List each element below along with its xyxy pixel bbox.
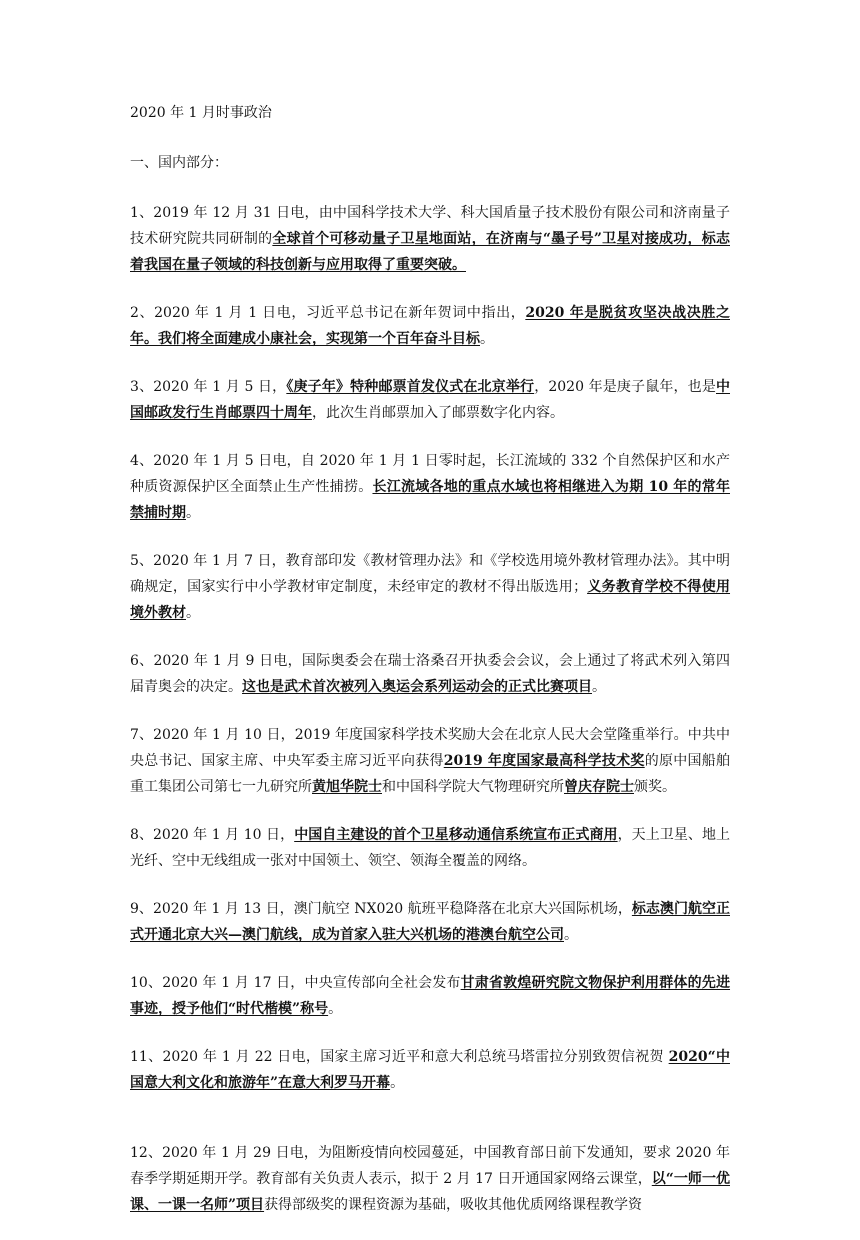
news-item (130, 448, 730, 526)
news-text: 11、2020 年 1 月 22 日电，国家主席习近平和意大利总统马塔雷拉分别致贺信祝贺 (130, 1049, 669, 1065)
news-text: ，2020 年是庚子鼠年，也是 (534, 379, 716, 395)
news-item (130, 200, 730, 278)
highlighted-text: 这也是武术首次被列入奥运会系列运动会的正式比赛项目 (242, 679, 592, 695)
news-text: 1、2019 年 12 月 31 日电，由中国科学技术大学、科大国盾量子技术股份有限公司和济南量子技术研究院共同研制的 (130, 205, 730, 247)
news-item (130, 374, 730, 426)
news-text: 和中国科学院大气物理研究所 (382, 779, 564, 795)
news-text: ，此次生肖邮票加入了邮票数字化内容。 (312, 405, 564, 421)
news-text: 。 (328, 1001, 343, 1017)
news-text: 。 (592, 679, 606, 695)
news-text: 。 (480, 331, 494, 347)
highlighted-text: 2020“中国意大利文化和旅游年”在意大利罗马开幕 (130, 1049, 730, 1091)
highlighted-text: 中国邮政发行生肖邮票四十周年 (130, 379, 730, 421)
news-item (130, 648, 730, 700)
document-title: 2020 年 1 月时事政治 (130, 105, 272, 121)
news-text: 4、2020 年 1 月 5 日电，自 2020 年 1 月 1 日零时起，长江流域的 332 个自然保护区和水产种质资源保护区全面禁止生产性捕捞。 (130, 453, 730, 495)
news-text: 。 (186, 505, 200, 521)
news-text: 5、2020 年 1 月 7 日，教育部印发《教材管理办法》和《学校选用境外教材管理办法》。其中明确规定，国家实行中小学教材审定制度，未经审定的教材不得出版选用； (130, 553, 730, 595)
highlighted-text: 中国自主建设的首个卫星移动通信系统宣布正式商用 (294, 827, 618, 843)
news-text: 7、2020 年 1 月 10 日，2019 年度国家科学技术奖励大会在北京人民大会堂隆重举行。中共中央总书记、国家主席、中央军委主席习近平向获得 (130, 727, 730, 769)
section-heading: 一、国内部分： (130, 155, 228, 171)
news-item (130, 548, 730, 626)
news-text: ，天上卫星、地上光纤、空中无线组成一张对中国领土、领空、领海全覆盖的网络。 (130, 827, 731, 869)
news-item (130, 722, 730, 800)
news-text: 。 (564, 927, 578, 943)
news-text: 的原中国船舶重工集团公司第七一九研究所 (130, 753, 731, 795)
news-text: 。 (186, 605, 200, 621)
highlighted-text: 以“一师一优课、一课一名师”项目 (130, 1171, 730, 1213)
news-item (130, 1044, 730, 1096)
news-text: 3、2020 年 1 月 5 日， (130, 379, 287, 395)
highlighted-text: 《庚子年》特种邮票首发仪式在北京举行 (286, 379, 535, 395)
highlighted-text: 黄旭华院士 (312, 779, 382, 795)
news-item (130, 300, 730, 352)
highlighted-text: 曾庆存院士 (564, 779, 634, 795)
highlighted-text: 全球首个可移动量子卫星地面站，在济南与“墨子号”卫星对接成功，标志着我国在量子领域的科技创新与应用取得了重要突破。 (130, 231, 730, 273)
highlighted-text: 2019 年度国家最高科学技术奖 (443, 753, 645, 769)
highlighted-text: 甘肃省敦煌研究院文物保护利用群体的先进事迹，授予他们“时代楷模”称号 (130, 975, 731, 1017)
news-list (130, 200, 730, 1218)
news-item (130, 970, 730, 1022)
highlighted-text: 标志澳门航空正式开通北京大兴—澳门航线，成为首家入驻大兴机场的港澳台航空公司 (130, 901, 730, 943)
news-item (130, 896, 730, 948)
news-item (130, 822, 730, 874)
news-text: 8、2020 年 1 月 10 日， (130, 827, 295, 843)
news-text: 颁奖。 (634, 779, 676, 795)
news-text: 6、2020 年 1 月 9 日电，国际奥委会在瑞士洛桑召开执委会会议，会上通过了将武术列入第四届青奥会的决定。 (130, 653, 730, 695)
news-text: 12、2020 年 1 月 29 日电，为阻断疫情向校园蔓延，中国教育部日前下发通知，要求 2020 年春季学期延期开学。教育部有关负责人表示，拟于 2 月 17 日开通国家网络云课堂， (130, 1145, 730, 1187)
news-text: 获得部级奖的课程资源为基础，吸收其他优质网络课程教学资 (264, 1197, 643, 1213)
highlighted-text: 义务教育学校不得使用境外教材 (130, 579, 731, 621)
highlighted-text: 长江流域各地的重点水域也将相继进入为期 10 年的常年禁捕时期 (130, 479, 730, 521)
document-page (130, 100, 730, 1240)
news-item (130, 1140, 730, 1218)
news-text: 10、2020 年 1 月 17 日，中央宣传部向全社会发布 (130, 975, 461, 991)
news-text: 。 (390, 1075, 405, 1091)
news-text: 9、2020 年 1 月 13 日，澳门航空 NX020 航班平稳降落在北京大兴国际机场， (130, 901, 632, 917)
news-text: 2、2020 年 1 月 1 日电，习近平总书记在新年贺词中指出， (130, 305, 526, 321)
highlighted-text: 2020 年是脱贫攻坚决战决胜之年。我们将全面建成小康社会，实现第一个百年奋斗目标 (130, 305, 730, 347)
